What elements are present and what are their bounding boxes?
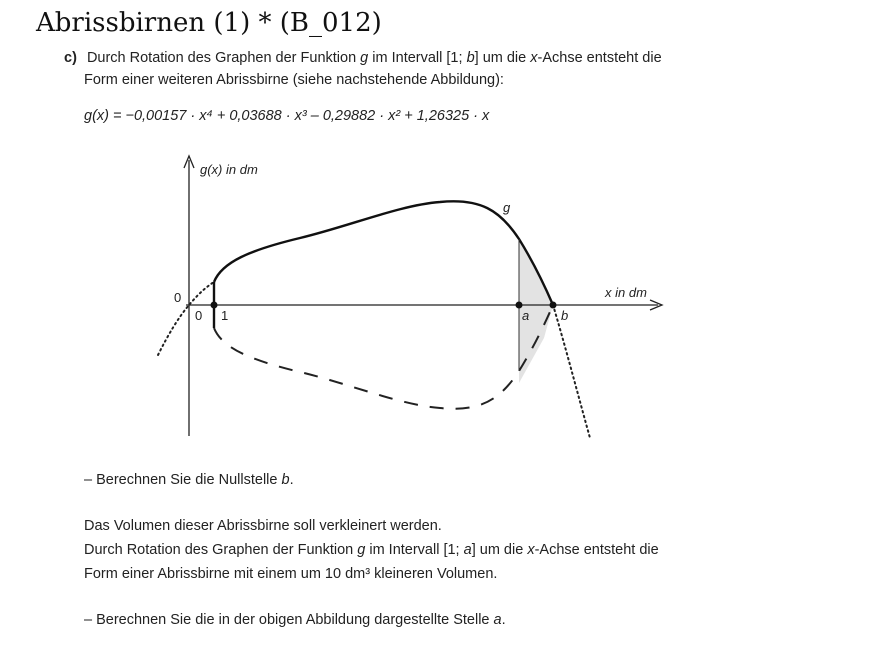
task-2-end: . bbox=[501, 612, 506, 628]
paragraph-1: Das Volumen dieser Abrissbirne soll verkleinert werden. bbox=[84, 518, 442, 534]
page-title: Abrissbirnen (1) * (B_012) bbox=[36, 8, 382, 38]
paragraph-2-text-2: im Intervall [1; bbox=[365, 542, 464, 558]
point-x1 bbox=[211, 302, 218, 309]
paragraph-2-text: Durch Rotation des Graphen der Funktion bbox=[84, 542, 358, 558]
task-1-var-b: b bbox=[281, 472, 290, 488]
paragraph-2-text-4: -Achse entsteht die bbox=[534, 542, 659, 558]
function-formula: g(x) = −0,00157 · x⁴ + 0,03688 · x³ – 0,29882 · x² + 1,26325 · x bbox=[84, 108, 490, 124]
y-axis-label: g(x) in dm bbox=[200, 162, 258, 177]
task-c-var-b: b bbox=[466, 50, 475, 66]
tick-label-1: 1 bbox=[221, 308, 229, 323]
task-c-label: c) bbox=[64, 50, 77, 66]
paragraph-2-var-x: x bbox=[527, 542, 535, 558]
curve-g bbox=[214, 201, 553, 305]
task-1-text: – Berechnen Sie die Nullstelle bbox=[84, 472, 282, 488]
paragraph-2 bbox=[84, 542, 659, 558]
task-1 bbox=[84, 472, 294, 488]
point-b bbox=[550, 302, 557, 309]
task-c-intro-line2: Form einer weiteren Abrissbirne (siehe nachstehende Abbildung): bbox=[84, 72, 504, 88]
task-c-intro-text: Durch Rotation des Graphen der Funktion bbox=[86, 50, 361, 66]
point-b-label: b bbox=[561, 308, 569, 323]
task-c-intro-text-3: ] um die bbox=[474, 50, 531, 66]
task-c-var-x: x bbox=[530, 50, 538, 66]
task-c-intro-text-4: -Achse entsteht die bbox=[537, 50, 662, 66]
task-2 bbox=[84, 612, 506, 628]
curve-mirror-dashed bbox=[214, 305, 553, 409]
paragraph-2-var-g: g bbox=[357, 542, 366, 558]
paragraph-2-var-a: a bbox=[463, 542, 472, 558]
point-a-label: a bbox=[522, 308, 530, 323]
curve-extension-right bbox=[553, 305, 590, 438]
tick-label-0: 0 bbox=[195, 308, 203, 323]
origin-label: 0 bbox=[174, 290, 182, 305]
task-c-var-g: g bbox=[360, 50, 369, 66]
curve-label-g: g bbox=[503, 200, 511, 215]
x-axis-label: x in dm bbox=[605, 285, 647, 300]
task-2-text: – Berechnen Sie die in der obigen Abbildung dargestellte Stelle bbox=[84, 612, 494, 628]
curve-extension-left bbox=[158, 282, 214, 355]
task-1-end: . bbox=[289, 472, 294, 488]
task-c-intro-text-2: im Intervall [1; bbox=[368, 50, 467, 66]
paragraph-3: Form einer Abrissbirne mit einem um 10 dm³ kleineren Volumen. bbox=[84, 566, 498, 582]
task-2-var-a: a bbox=[493, 612, 502, 628]
paragraph-2-text-3: ] um die bbox=[471, 542, 528, 558]
